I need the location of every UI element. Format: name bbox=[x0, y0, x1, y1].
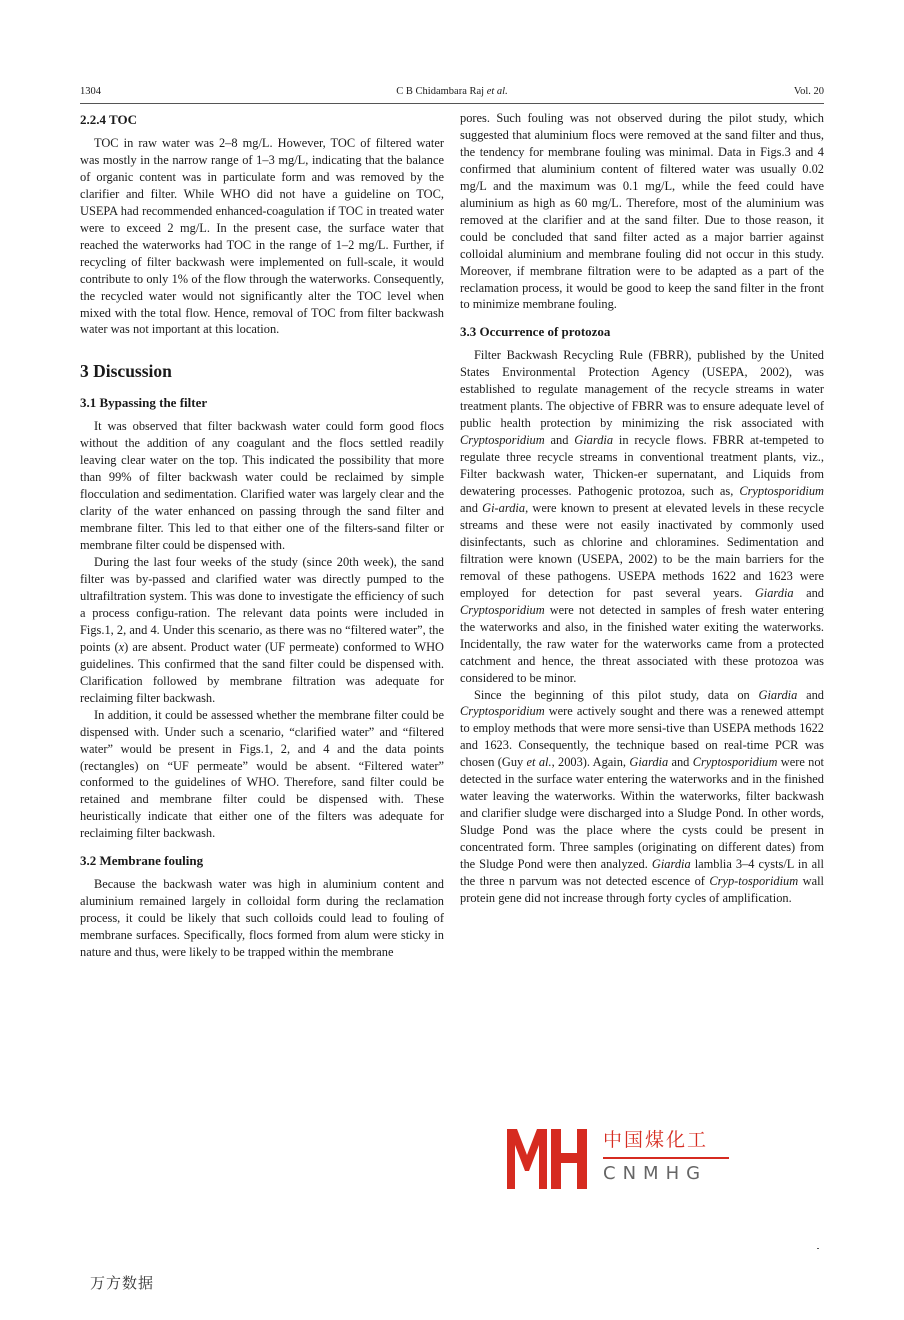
left-column bbox=[80, 110, 444, 961]
section-3-1-heading: 3.1 Bypassing the filter bbox=[80, 395, 208, 411]
section-3-heading: 3 Discussion bbox=[80, 361, 172, 382]
running-authors: C B Chidambara Raj et al. bbox=[396, 86, 508, 97]
paragraph: In addition, it could be assessed whether the membrane filter could be dispensed with. Under such a scenario, “clarified water” and “filtered water” would be present in Figs.1, 2, and 4 and the data points (rectangles) on “UF permeate” would be absent. “Filtered water” conformed to the guidelines of WHO. Therefore, sand filter could be retained and membrane filter could be dispensed with. These heuristically indicate that either one of the filters was adequate for reclaiming filter backwash. bbox=[80, 707, 444, 841]
section-2-2-4-heading: 2.2.4 TOC bbox=[80, 112, 137, 127]
section-3-2-heading: 3.2 Membrane fouling bbox=[80, 853, 204, 869]
right-column bbox=[460, 110, 824, 907]
page-number: 1304 bbox=[80, 86, 101, 97]
running-header bbox=[80, 84, 824, 100]
section-3-3-heading: 3.3 Occurrence of protozoa bbox=[460, 324, 611, 340]
paragraph: Because the backwash water was high in aluminium content and aluminium remained largely in colloidal form during the reclamation process, it could be likely that such colloids could lead to fouling of membrane surfaces. Specifically, flocs formed from alum were sticky in nature and thus, were likely to be trapped within the membrane bbox=[80, 877, 444, 960]
paragraph: Since the beginning of this pilot study, data on Giardia and Cryptosporidium were actively sought and there was a renewed attempt to employ methods that were more sensi-tive than USEPA methods 1622 and 1623. Consequently, the technique based on real-time PCR was chosen (Guy et al., 2003). Again, Giardia and Cryptosporidium were not detected in the surface water entering the waterworks and in the finished water leaving the waterworks. Within the waterworks, filter backwash and clarifier sludge were discharged into a Sludge Pond. In other words, Sludge Pond was the place where the cysts could be present in concentrated form. Three samples (originating on different dates) from the Sludge Pond were then analyzed. Giardia lamblia 3–4 cysts/L in all the three n parvum was not detected escence of Cryp-tosporidium wall protein gene did not increase through forty cycles of amplification. bbox=[460, 687, 825, 905]
header-rule bbox=[80, 103, 824, 104]
watermark-chinese-text: 中国煤化工 bbox=[603, 1129, 733, 1151]
paragraph: pores. Such fouling was not observed during the pilot study, which suggested that aluminium flocs were removed at the sand filter and thus, the tendency for membrane fouling was minimal. Data in Figs.3 and 4 confirmed that aluminium content of filtered water was usually 0.02 mg/L and the maximum was 0.1 mg/L, while the feed could have aluminium as high as 60 mg/L. Therefore, most of the aluminium was removed at the clarifier and at the sand filter. Due to those reason, it could be concluded that sand filter acted as a major barrier against colloidal aluminium and membrane fouling did not occur in this study. Moreover, if membrane filtration were to be adapted as a part of the reclamation process, it would be good to keep the sand filter in the front to minimize membrane fouling. bbox=[460, 111, 824, 312]
paragraph: During the last four weeks of the study (since 20th week), the sand filter was by-passed and clarified water was directly pumped to the ultrafiltration system. This was done to investigate the efficiency of such a process configu-ration. The relevant data points were included in Figs.1, 2, and 4. Under this scenario, as there was no “filtered water”, the points (x) are absent. Product water (UF permeate) conformed to WHO guidelines. This confirmed that the sand filter could be dispensed with. Clarification followed by membrane filtration was adequate for reclaiming filter backwash. bbox=[80, 555, 444, 705]
paragraph: It was observed that filter backwash water could form good flocs without the addition of any coagulant and the flocs settled readily leaving clear water on the top. This indicated the possibility that more than 99% of filter backwash water could be reclaimed by simple flocculation and sedimentation. Clarified water was largely clear and the clarity of the water enhanced on passing through the sand filter and membrane filter. This led to that either one of the filters-sand filter or membrane filter could be dispensed with. bbox=[80, 419, 444, 553]
mh-logo-icon bbox=[505, 1127, 587, 1189]
watermark-divider bbox=[603, 1157, 729, 1159]
paragraph: TOC in raw water was 2–8 mg/L. However, TOC of filtered water was mostly in the narrow range of 1–3 mg/L, indicating that the balance of organic content was in particulate form and was removed by the clarifier and filter. While WHO did not have a guideline on TOC, USEPA had recommended enhanced-coagulation if TOC in treated water were to exceed 2 mg/L. In the present case, the surface water that reached the waterworks had TOC in the range of 1–2 mg/L. Further, if recycling of filter backwash were implemented on full-scale, it would contribute to only 1% of the flow through the waterworks. Consequently, the recycled water would not significantly alter the TOC level when mixed with the total flow. Hence, removal of TOC from filter backwash water was not important at this location. bbox=[80, 136, 444, 337]
watermark-logo bbox=[505, 1127, 735, 1189]
scan-artifact bbox=[817, 1248, 819, 1249]
source-watermark: 万方数据 bbox=[90, 1274, 155, 1292]
paragraph: Filter Backwash Recycling Rule (FBRR), published by the United States Environmental Protection Agency (USEPA, 2002), was established to regulate management of the recycle streams in water treatment plants. The objective of FBRR was to ensure adequate level of public health protection by minimizing the risk associated with Cryptosporidium and Giardia in recycle flows. FBRR at-tempeted to regulate three recycle streams in conventional treatment plants, viz., Filter backwash water, Thicken-er supernatant, and Liquids from dewatering processes. Pathogenic protozoa, such as, Cryptosporidium and Gi-ardia, were known to present at elevated levels in these recycle streams and these were not easily inactivated by commonly used disinfectants, such as chlorine and chloramines. Sedimentation and filtration were known (USEPA, 2002) to be the main barriers for the removal of these pathogens. USEPA methods 1622 and 1623 were employed for detection for past several years. Giardia and Cryptosporidium were not detected in samples of fresh water entering the waterworks and also, in the finished water exiting the waterworks. Incidentally, the raw water for the waterworks came from a protected catchment and hence, the threat associated with these protozoa was considered to be minor. bbox=[460, 348, 824, 685]
watermark-english-text: CNMHG bbox=[603, 1163, 715, 1185]
volume-label: Vol. 20 bbox=[793, 86, 824, 97]
